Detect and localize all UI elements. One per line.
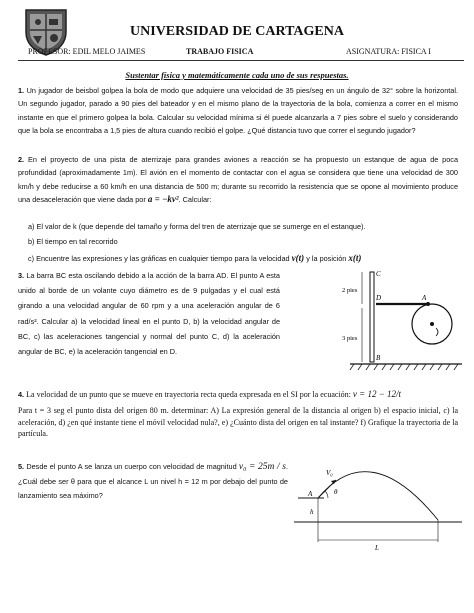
header-divider xyxy=(18,60,464,61)
question-5-formula: v₀ = 25m / s xyxy=(238,462,286,472)
label-2-pies: 2 pies xyxy=(342,287,358,294)
mechanism-diagram xyxy=(340,268,466,374)
question-5 xyxy=(18,460,288,504)
theta-arc xyxy=(325,491,328,498)
label-h: h xyxy=(310,508,314,516)
question-2-formula-tail: . Calcular: xyxy=(178,194,212,204)
question-2-item-a: a) El valor de k (que depende del tamaño y forma del tren de aterrizaje que se sumerge en el estanque). xyxy=(28,222,366,231)
question-4-number: 4. xyxy=(18,390,25,399)
question-2-text: En el proyecto de una pista de aterrizaje para grandes aviones a reacción se ha propuesto un estanque de agua de poca profundidad (aproximadamente 1m). El avión en el momento de contactar con el agua se considera que tiene una velocidad de 300 km/h y debe reducirse a 60 km/h en una distancia de 500 m; durante su recorrido la resistencia que se opone al movimiento produce una desaceleración que viene dada por xyxy=(18,155,459,204)
subject-label: ASIGNATURA: FISICA I xyxy=(346,47,431,56)
label-theta: θ xyxy=(334,488,338,496)
professor-label: PROFESOR: EDIL MELO JAIMES xyxy=(28,47,146,56)
flywheel-hub xyxy=(430,322,434,326)
question-2-item-c-text: c) Encuentre las expresiones y las gráficas en cualquier tiempo para la velocidad xyxy=(28,254,290,263)
question-5-text-2: . ¿Cuál debe ser θ para que el alcance L un nivel h = 12 m por debajo del punto de lanzamiento sea máximo? xyxy=(18,462,288,500)
question-2-item-b: b) El tiempo en tal recorrido xyxy=(28,237,118,246)
question-1-number: 1. xyxy=(18,86,25,95)
label-d: D xyxy=(376,294,382,302)
university-title: UNIVERSIDAD DE CARTAGENA xyxy=(130,24,344,39)
question-3-number: 3. xyxy=(18,271,25,280)
bar-bc xyxy=(370,272,374,362)
question-2-formula: a = −kv² xyxy=(147,193,179,204)
label-l: L xyxy=(375,544,379,552)
question-4 xyxy=(18,388,458,440)
question-5-number: 5. xyxy=(18,462,25,471)
ground-hatch xyxy=(350,364,458,370)
question-3 xyxy=(18,268,280,359)
pin-a xyxy=(426,302,430,306)
work-label: TRABAJO FISICA xyxy=(186,47,254,56)
question-2-item-c-mid: y la posición xyxy=(306,254,347,263)
question-1 xyxy=(18,84,458,137)
label-3-pies: 3 pies xyxy=(342,335,358,342)
question-5-text: Desde el punto A se lanza un cuerpo con velocidad de magnitud xyxy=(26,462,237,471)
label-v0: V₀ xyxy=(326,469,333,477)
question-4-text-2: Para t = 3 seg el punto dista del origen 80 m. determinar: A) La expresión general de la distancia al origen b) el espacio inicial, c) la aceleración, d) ¿en qué instante tiene el móvil velocidad nula?, e) ¿Cuánto dista del origen en tal instante? f) Grafique la trayectoria de la partícula. xyxy=(18,406,458,439)
label-point-a: A xyxy=(308,490,313,498)
question-2-position-symbol: x(t) xyxy=(348,253,362,263)
question-4-text: La velocidad de un punto que se mueve en trayectoria recta queda expresada en el SI por la ecuación: xyxy=(26,390,351,399)
question-2-number: 2. xyxy=(18,155,25,164)
projectile-diagram xyxy=(290,462,466,554)
question-2-velocity-symbol: v(t) xyxy=(291,253,305,263)
question-1-text: Un jugador de beisbol golpea la bola de modo que adquiere una velocidad de 35 pies/seg en un ángulo de 32° sobre la horizontal. Un segundo jugador, parado a 90 pies del bateador y en el mismo plano de la trayectoria de la bola, comienza a correr en el mismo instante en que el primero golpea la bola. Calcular su velocidad mínima si él puede alcanzarla a 7 pies sobre el suelo y considerando que la bola se encontraba a 1,5 pies de altura cuando recibió el golpe. ¿Qué distancia tuvo que correr el segundo jugador? xyxy=(18,86,458,135)
instructions: Sustentar física y matemáticamente cada uno de sus respuestas. xyxy=(125,70,349,80)
question-3-text: La barra BC esta oscilando debido a la acción de la barra AD. El punto A esta unido al borde de un volante cuyo diámetro es de 9 pulgadas y el cual está girando a una velocidad angular de 60 rpm y a una aceleración angular de 6 rad/s². Calcular a) la velocidad lineal en el punto D, b) la velocidad angular de BC, c) las aceleraciones tangencial y normal del punto C, d) la aceleración angular de BC, e) la aceleración tangencial en D. xyxy=(18,271,280,357)
label-c: C xyxy=(376,270,381,278)
question-4-formula: v = 12 − 12/t xyxy=(352,389,402,399)
question-2 xyxy=(18,153,458,206)
question-2-item-c xyxy=(28,251,468,266)
label-a: A xyxy=(422,294,427,302)
label-b: B xyxy=(376,354,381,362)
